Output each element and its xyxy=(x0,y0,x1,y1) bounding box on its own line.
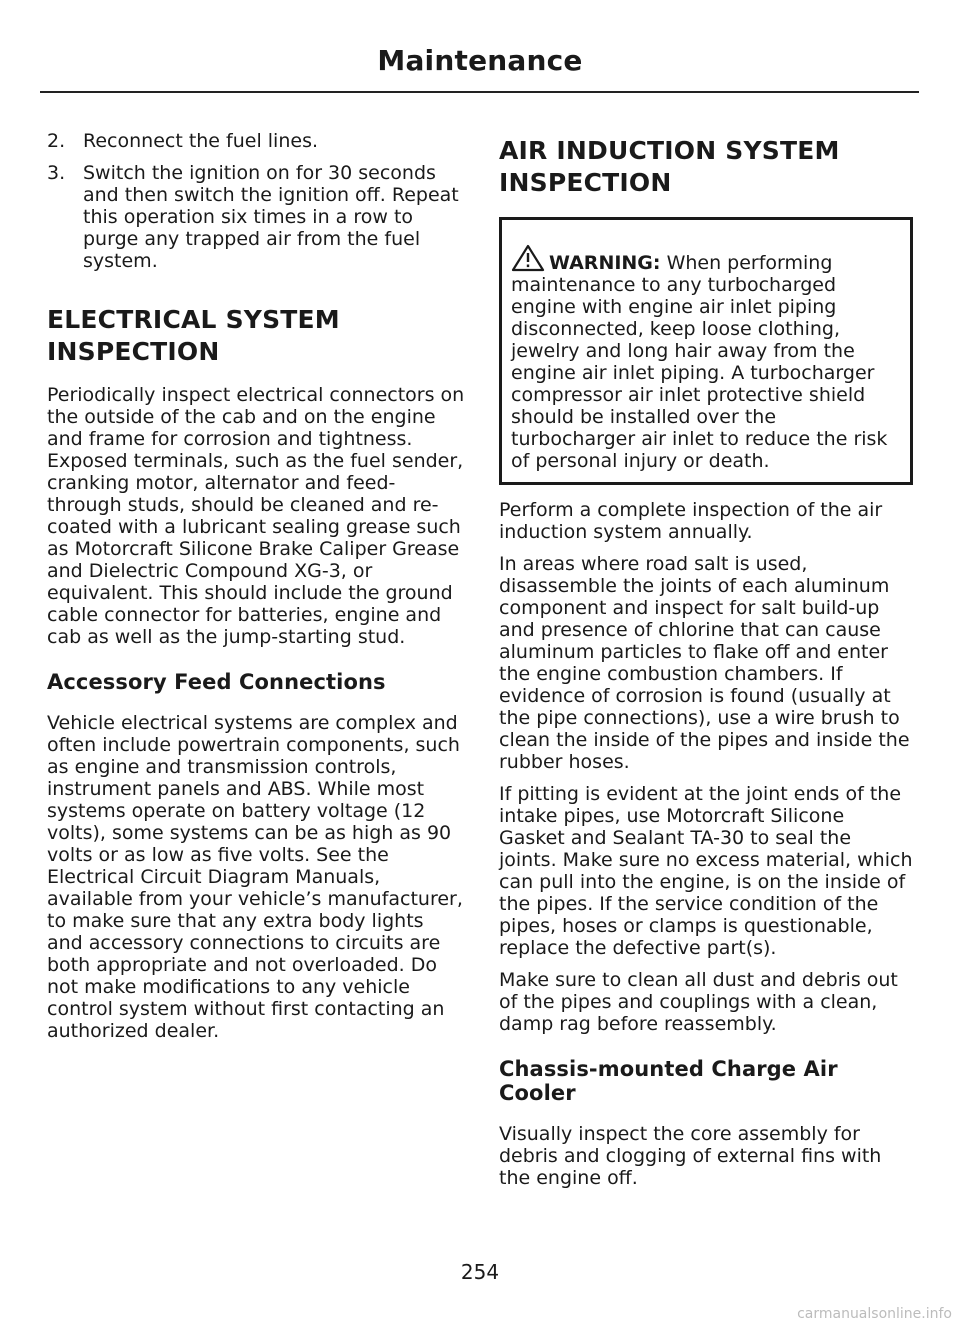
watermark: carmanualsonline.info xyxy=(797,1306,952,1322)
electrical-paragraph: Periodically inspect electrical connectors on the outside of the cab and on the engine and frame for corrosion and tightness. Exposed terminals, such as the fuel sender, cranking motor, alternator and feed-through studs, should be cleaned and re-coated with a lubricant sealing grease such as Motorcraft Silicone Brake Caliper Grease and Dielectric Compound XG-3, or equivalent. This should include the ground cable connector for batteries, engine and cab as well as the jump-starting stud. xyxy=(47,384,465,648)
right-column xyxy=(499,130,913,1199)
air-paragraph-4: Make sure to clean all dust and debris out of the pipes and couplings with a clean, damp rag before reassembly. xyxy=(499,969,898,1035)
warning-text: When performing maintenance to any turbocharged engine with engine air inlet piping disconnected, keep loose clothing, jewelry and long hair away from the engine air inlet piping. A turbocharger compressor air inlet protective shield should be installed over the turbocharger air inlet to reduce the risk of personal injury or death. xyxy=(511,252,888,472)
step-2 xyxy=(47,130,465,152)
step-number: 3. xyxy=(47,162,66,184)
air-paragraph-2: In areas where road salt is used, disassemble the joints of each aluminum component and inspect for salt build-up and presence of chlorine that can cause aluminum particles to flake off and enter the engine combustion chambers. If evidence of corrosion is found (usually at the pipe connections), use a wire brush to clean the inside of the pipes and inside the rubber hoses. xyxy=(499,553,910,773)
section-heading-electrical-line2: INSPECTION xyxy=(47,337,220,366)
section-heading-electrical-line1: ELECTRICAL SYSTEM xyxy=(47,305,340,334)
step-number: 2. xyxy=(47,130,66,152)
section-heading-air-line2: INSPECTION xyxy=(499,168,672,197)
page-title: Maintenance xyxy=(377,44,583,77)
warning-triangle-icon xyxy=(511,244,545,272)
warning-label: WARNING: xyxy=(549,252,661,274)
accessory-paragraph: Vehicle electrical systems are complex and often include powertrain components, such as engine and transmission controls, instrument panels and ABS. While most systems operate on battery voltage (12 volts), some systems can be as high as 90 volts or as low as five volts. See the Electrical Circuit Diagram Manuals, available from your vehicle’s manufacturer, to make sure that any extra body lights and accessory connections to circuits are both appropriate and not overloaded. Do not make modifications to any vehicle control system without first contacting an authorized dealer. xyxy=(47,712,463,1042)
air-paragraph-3: If pitting is evident at the joint ends of the intake pipes, use Motorcraft Silicone Gasket and Sealant TA-30 to seal the joints. Make sure no excess material, which can pull into the engine, is on the inside of the pipes. If the service condition of the pipes, hoses or clamps is questionable, replace the defective part(s). xyxy=(499,783,913,959)
step-3 xyxy=(47,162,465,272)
step-text: Switch the ignition on for 30 seconds and then switch the ignition off. Repeat this operation six times in a row to purge any trapped air from the fuel system. xyxy=(83,162,459,272)
page-number: 254 xyxy=(460,1260,500,1284)
subheading-accessory-feed: Accessory Feed Connections xyxy=(47,670,386,694)
left-column xyxy=(47,130,465,1052)
header-divider xyxy=(40,91,919,93)
subheading-charge-air-cooler: Chassis-mounted Charge Air Cooler xyxy=(499,1057,838,1105)
step-text: Reconnect the fuel lines. xyxy=(83,130,319,152)
warning-box xyxy=(499,217,913,485)
air-paragraph-1: Perform a complete inspection of the air induction system annually. xyxy=(499,499,883,543)
cooler-paragraph: Visually inspect the core assembly for debris and clogging of external fins with the engine off. xyxy=(499,1123,882,1189)
section-heading-air-line1: AIR INDUCTION SYSTEM xyxy=(499,136,840,165)
